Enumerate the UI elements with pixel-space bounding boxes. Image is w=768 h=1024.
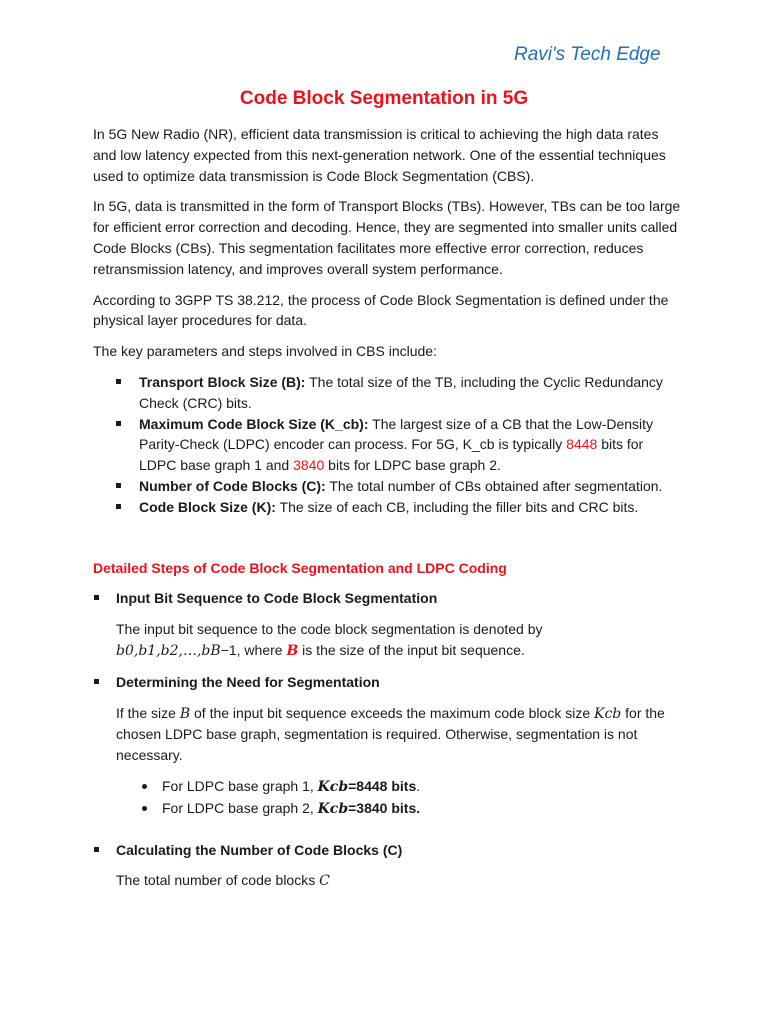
intro-paragraph-4: The key parameters and steps involved in CBS include: bbox=[93, 343, 437, 360]
step-text: , where bbox=[236, 641, 287, 658]
step-heading: Determining the Need for Segmentation bbox=[93, 672, 681, 693]
page-title: Code Block Segmentation in 5G bbox=[239, 88, 529, 109]
bullet-value: =8448 bits bbox=[348, 777, 417, 794]
step-text: for the chosen LDPC base graph, segmentation is required. Otherwise, segmentation is not necessary. bbox=[116, 704, 665, 764]
term-description: The total number of CBs obtained after segmentation. bbox=[325, 477, 663, 494]
term-description: The largest size of a CB that the Low-Density Parity-Check (LDPC) encoder can process. For 5G, K_cb is typically bbox=[139, 415, 654, 453]
term: Maximum Code Block Size (K_cb): bbox=[139, 415, 369, 432]
list-item bbox=[93, 497, 681, 518]
term-description: The size of each CB, including the filler bits and CRC bits. bbox=[275, 498, 639, 515]
list-item bbox=[93, 798, 681, 820]
step-text: of the input bit sequence exceeds the maximum code block size bbox=[190, 704, 594, 721]
step-heading: Input Bit Sequence to Code Block Segmentation bbox=[93, 588, 681, 609]
highlight-value: 3840 bbox=[293, 457, 325, 474]
step-paragraph bbox=[93, 619, 681, 662]
intro-paragraph-2: In 5G, data is transmitted in the form of Transport Blocks (TBs). However, TBs can be too large for efficient error correction and decoding. Hence, they are segmented into smaller units called Code Blocks (CBs). This segmentation facilitates more effective error correction, reduces retransmission latency, and improves overall system performance. bbox=[93, 198, 681, 277]
math-variable: Kcb bbox=[317, 800, 349, 817]
term: Number of Code Blocks (C): bbox=[139, 477, 326, 494]
list-item bbox=[93, 372, 681, 414]
bullet-text: . bbox=[416, 777, 421, 794]
brand-name: Ravi's Tech Edge bbox=[514, 44, 661, 65]
term-description: bits for LDPC base graph 1 and bbox=[139, 436, 644, 474]
step-paragraph bbox=[93, 870, 681, 892]
bullet-text: For LDPC base graph 2, bbox=[162, 799, 318, 816]
term-description: The total size of the TB, including the Cyclic Redundancy Check (CRC) bits. bbox=[139, 373, 663, 411]
step-text: If the size bbox=[116, 704, 180, 721]
list-item bbox=[93, 476, 681, 497]
term-description: bits for LDPC base graph 2. bbox=[324, 457, 501, 474]
math-sequence: b0,b1,b2,…,bB bbox=[116, 642, 221, 659]
bullet-text: For LDPC base graph 1, bbox=[162, 777, 318, 794]
math-variable: Kcb bbox=[594, 705, 622, 722]
step-text: is the size of the input bit sequence. bbox=[298, 641, 525, 658]
term: Transport Block Size (B): bbox=[139, 373, 306, 390]
term: Code Block Size (K): bbox=[139, 498, 276, 515]
math-variable: B bbox=[179, 705, 191, 722]
step-heading: Calculating the Number of Code Blocks (C) bbox=[93, 840, 681, 861]
math-variable: Kcb bbox=[317, 778, 349, 795]
step-text: The input bit sequence to the code block segmentation is denoted by bbox=[116, 621, 543, 638]
math-variable: C bbox=[319, 873, 330, 890]
list-item bbox=[93, 414, 681, 476]
math-variable: B bbox=[286, 642, 299, 659]
bullet-value: =3840 bits. bbox=[348, 799, 421, 816]
base-graph-list bbox=[93, 776, 681, 820]
intro-paragraph-3: According to 3GPP TS 38.212, the process of Code Block Segmentation is defined under the physical layer procedures for data. bbox=[93, 291, 669, 329]
intro-paragraph-1: In 5G New Radio (NR), efficient data transmission is critical to achieving the high data rates and low latency expected from this next-generation network. One of the essential techniques used to optimize data transmission is Code Block Segmentation (CBS). bbox=[93, 126, 666, 184]
math-minus: −1 bbox=[220, 641, 237, 658]
document-body bbox=[93, 124, 681, 902]
list-item bbox=[93, 776, 681, 798]
step-paragraph bbox=[93, 703, 681, 766]
parameter-list bbox=[93, 372, 681, 518]
step-text: The total number of code blocks bbox=[116, 872, 320, 889]
section-heading: Detailed Steps of Code Block Segmentation and LDPC Coding bbox=[93, 559, 507, 576]
highlight-value: 8448 bbox=[566, 436, 598, 453]
